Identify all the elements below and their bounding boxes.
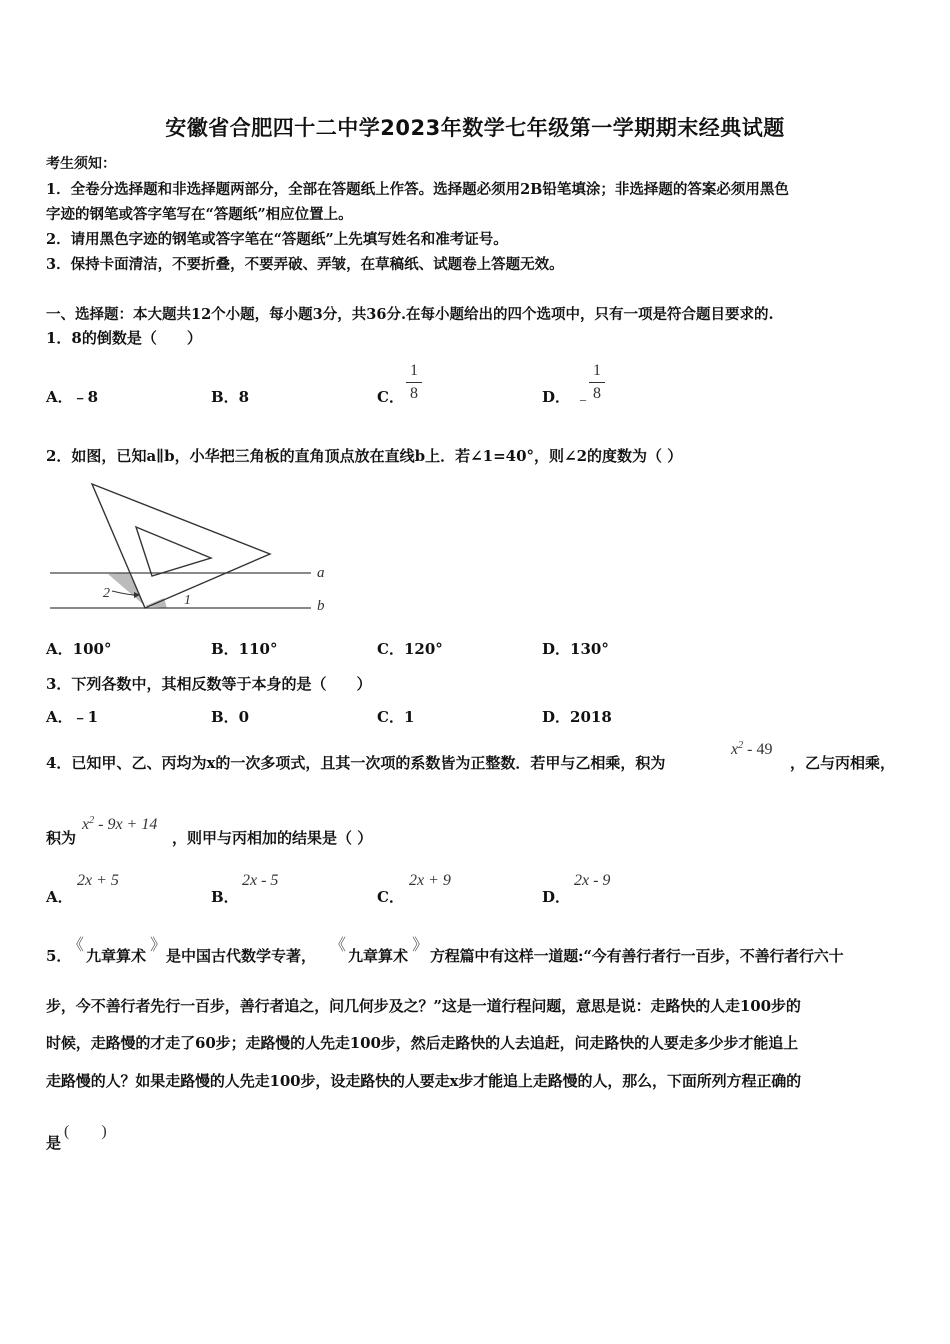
q1-d-numerator: 1	[593, 362, 601, 379]
section-heading: 一、选择题：本大题共12个小题，每小题3分，共36分.在每小题给出的四个选项中，只有一项是符合题目要求的.	[46, 306, 774, 323]
triangle-ruler-inner	[136, 527, 211, 576]
q4-option-b-label: B．	[211, 888, 239, 906]
q4-expr1-rest: - 49	[743, 741, 773, 758]
q4-expr1-base: x	[731, 741, 739, 758]
page-title: 安徽省合肥四十二中学2023年数学七年级第一学期期末经典试题	[165, 116, 785, 140]
line-a-label: a	[317, 565, 325, 581]
q1-d-fraction	[589, 362, 605, 403]
q4-expr2	[82, 816, 157, 834]
q3-option-c: C．1	[377, 708, 415, 726]
q3-stem: 3．下列各数中，其相反数等于本身的是（ ）	[46, 675, 372, 693]
notice-item-2: 2．请用黑色字迹的钢笔或答字笔在“答题纸”上先填写姓名和准考证号。	[46, 231, 508, 248]
q2-stem: 2．如图，已知a∥b，小华把三角板的直角顶点放在直线b上．若∠1=40°，则∠2的度数为（ ）	[46, 447, 683, 465]
q1-c-denominator: 8	[410, 385, 418, 402]
q4-stem-line1-end: ，乙与丙相乘，	[790, 754, 896, 772]
q5-book-close-1: 》	[150, 937, 167, 954]
q4-expr2-rest: - 9x + 14	[94, 816, 158, 833]
q5-book-open-1: 《	[68, 937, 85, 954]
angle-2-shade	[108, 573, 145, 606]
q5-line2: 步，今不善行者先行一百步，善行者追之，问几何步及之？”这是一道行程问题，意思是说：走路快的人走100步的	[46, 997, 801, 1015]
angle-2-label: 2	[103, 586, 110, 601]
q2-figure	[46, 478, 346, 618]
q5-answer-paren: ( )	[64, 1123, 107, 1140]
q1-option-b: B．8	[211, 388, 250, 406]
q5-line1-mid: 是中国古代数学专著，	[166, 947, 317, 965]
q5-book-name-1: 九章算术	[86, 947, 147, 965]
q4-expr1-exponent: 2	[738, 740, 744, 751]
q4-stem-line2-end: ，则甲与丙相加的结果是（ ）	[172, 829, 373, 847]
q1-c-fraction	[406, 362, 422, 403]
q4-option-a-expr: 2x + 5	[77, 872, 119, 889]
q5-line5: 是	[46, 1134, 62, 1152]
q2-option-a: A．100°	[46, 640, 112, 658]
q5-book-name-2: 九章算术	[348, 947, 409, 965]
q1-d-denominator: 8	[593, 385, 601, 402]
q4-expr2-exponent: 2	[89, 815, 95, 826]
q4-expr2-base: x	[82, 816, 90, 833]
notice-item-1: 1．全卷分选择题和非选择题两部分，全部在答题纸上作答。选择题必须用2B铅笔填涂；非选择题的答案必须用黑色	[46, 181, 789, 198]
notice-heading: 考生须知：	[46, 156, 116, 172]
q3-option-a: A．﹣1	[46, 708, 99, 726]
q5-line3: 时候，走路慢的才走了60步；走路慢的人先走100步，然后走路快的人去追赶，问走路快的人要走多少步才能追上	[46, 1034, 798, 1052]
q1-c-numerator: 1	[410, 362, 418, 379]
notice-item-3: 3．保持卡面清洁，不要折叠，不要弄破、弄皱，在草稿纸、试题卷上答题无效。	[46, 256, 564, 273]
q4-option-d-expr: 2x - 9	[574, 872, 611, 889]
q1-option-a: A．﹣8	[46, 388, 99, 406]
q1-option-d: D．	[542, 388, 571, 406]
q3-option-d: D．2018	[542, 708, 612, 726]
q5-line1-end: 方程篇中有这样一道题:“今有善行者行一百步，不善行者行六十	[430, 947, 844, 965]
q1-stem: 1．8的倒数是（ ）	[46, 329, 202, 347]
q4-stem-line1: 4．已知甲、乙、丙均为x的一次多项式，且其一次项的系数皆为正整数．若甲与乙相乘，积为	[46, 754, 666, 772]
q3-option-b: B．0	[211, 708, 250, 726]
q2-option-d: D．130°	[542, 640, 609, 658]
q5-book-open-2: 《	[330, 937, 347, 954]
q5-book-close-2: 》	[412, 937, 429, 954]
notice-item-1-cont: 字迹的钢笔或答字笔写在“答题纸”相应位置上。	[46, 206, 353, 223]
q2-option-b: B．110°	[211, 640, 278, 658]
q5-number: 5．	[46, 947, 72, 965]
q4-expr1	[731, 741, 772, 759]
q2-option-c: C．120°	[377, 640, 443, 658]
q4-option-c-label: C．	[377, 888, 404, 906]
q1-d-sign: ﹣	[575, 391, 592, 408]
angle-1-label: 1	[184, 593, 191, 608]
q4-option-c-expr: 2x + 9	[409, 872, 451, 889]
q1-option-c: C．	[377, 388, 404, 406]
line-b-label: b	[317, 598, 325, 614]
q4-option-d-label: D．	[542, 888, 571, 906]
q5-line4: 走路慢的人？如果走路慢的人先走100步，设走路快的人要走x步才能追上走路慢的人，那么，下面所列方程正确的	[46, 1072, 802, 1090]
q4-option-a-label: A．	[46, 888, 73, 906]
q4-stem-line2-start: 积为	[46, 829, 77, 847]
q4-option-b-expr: 2x - 5	[242, 872, 279, 889]
